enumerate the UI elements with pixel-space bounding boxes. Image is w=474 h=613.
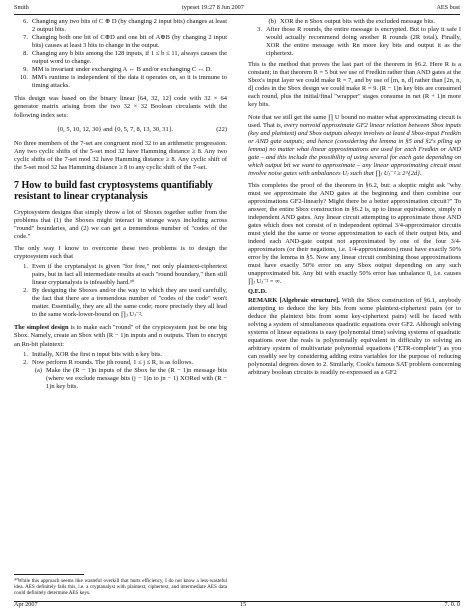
list-item: 7. Changing both one bit of C⊕D and one bit of A⊕B (by changing 2 input bits) causes at least 3 bits to change in the output.: [23, 34, 227, 50]
equation-number: (22): [216, 125, 227, 133]
footer-date: Apr 2007: [14, 601, 38, 608]
header-author: Smith: [14, 4, 29, 11]
paragraph-intro: Cryptosystem designs that simply throw a lot of Sboxes together suffer from the problems that (1) the Sboxes might interact in strange ways including across "round" boundaries, and (2) we can get a tremendous number of "codes of the code.": [14, 208, 227, 240]
list-item: 8. Changing any b bits among the 128 inputs, if 1 ≤ b ≤ 11, always causes the output word to change.: [23, 50, 227, 66]
page-number: 15: [240, 601, 247, 608]
paragraph-proof-completion: This completes the proof of the theorem in §6.2, but: a skeptic might ask "why must we approximate the AND gates at the beginning and then combine our approximations GF2-linearly? Might there be a better approximation circuit?" To answer, the entire Sbox construction in §6.2 is, up to linear equivalence, simply n independent AND gates. Any linear circuit attempting to approximate those AND gates which does not consist of n independent optimal 3/4-approximator circuits must yield the the same or worse approximation to each of their output bits, and indeed each AND-gate output not approximated by one of the four 3/4-approximators (or their negations, i.e. 1/4-approximators) must have exactly 50% error by the lemma in §5. Now any linear circuit combining those approximations must have exactly 50% error on any Sbox output depending on any such unapproximated bit. Any bit with exactly 50% error has unbalance 0, i.e. causes ∏ⱼ Uⱼ⁻² = ∞.: [248, 181, 461, 286]
step-subitem: (a) Make the (R − 1)n inputs of the Sbox be the (R − 1)n message bits (where we exclude message bits (j − 1)n to jn − 1) XORed with (R − 1)n key bits.: [34, 366, 227, 390]
equation-22: [14, 126, 227, 134]
property-list: [14, 18, 227, 90]
running-header: [14, 4, 460, 14]
encryption-steps-continued: [248, 18, 461, 58]
paragraph-note: Note that we still get the same ∏ U bound no matter what approximating circuit is used. That is, every nonvoid approximate GF2 linear relation between Sbox inputs (key and plaintext) and Sbox outputs always involves at least d Sbox-input Fredkin or AND gate outputs; and hence (considering the lemma in §5 and §2's piling up lemma) no matter what linear approximations are used for each Fredkin or AND gate – and this include the possibility of using several for each gate depending on which output bit we want to approximate – any linear approximating circuit must involve noise gates with unbalances Uⱼ such that ∏ⱼ Uⱼ⁻² ≥ 2^{2d}.: [248, 113, 461, 177]
running-footer: [14, 601, 460, 611]
list-item: 9. MM is invariant under exchanging A ↔ B and/or exchanging C ↔ D.: [23, 66, 213, 74]
list-item: 2. By designing the Sboxes and/or the way in which they are used carefully, the fact that there are a tremendous number of "codes of the code" won't matter. Essentially, they are all the same code; more precisely they all lead to the same work-lower-bound on ∏ⱼ Uⱼ⁻².: [23, 287, 227, 319]
simplest-design-lead: The simplest design: [14, 324, 69, 332]
equation-body: {0, 5, 10, 12, 30} and {0, 5, 7, 8, 13, 30, 31}.: [56, 125, 174, 133]
header-title: AES bust: [436, 4, 460, 11]
step-subitem: (b) XOR the n Sbox output bits with the excluded message bits.: [268, 18, 436, 25]
remark-title: REMARK [Algebraic structure].: [248, 296, 340, 304]
footnote-rule: [14, 574, 84, 575]
footnote-30: ³⁰While this approach seems like wasteful overkill that hurts efficiency, I do not know a less-wasteful idea. AES definitely fails this, i.e. a cryptanalyst with plaintext, ciphertext, and intermediate AES data could definitely determine AES keys.: [14, 578, 227, 596]
paragraph-method: This is the method that proves the last part of the theorem in §6.2. Here R is a constant; in that theorem R = 5 but we use of Fredkin rather than AND gates at the Sbox's input layer we could make R = 7, and by use of [m, n, d] rather than [2n, n, d] codes in the Sbox design we could make R = 9. (R − 1)n key bits are consumed each round, plus the initial/final "wrapper" stages consume in net (R + 1)n more key bits.: [248, 61, 461, 109]
list-item: 6. Changing any two bits of C ⊕ D (by changing 2 input bits) changes at least 2 output bits.: [23, 18, 227, 34]
paragraph-remark: REMARK [Algebraic structure]. With the Sbox construction of §6.1, anybody attempting to deduce the key bits from some plaintext-ciphertext pairs (or to deduce the plaintext bits from some key-ciphertext pairs) will be faced with solving a system of simultaneous quadratic equations over GF2. Although solving systems of linear equations is easy (polynomial time) solving systems of quadratic equations over the reals is polynomially equivalent in difficulty to solving an arbitrary system of multivariate polynomial equations ("ETR-complete") as you can readily see by considering adding extra variables for the purpose of reducing polynomial degrees down to 2. Similarly, Cook's famous SAT problem concerning arbitrary boolean circuits is readily re-expressed as a GF2: [248, 296, 461, 376]
encryption-steps: [14, 351, 227, 391]
right-column: [248, 18, 461, 593]
list-item: 10. MM's runtime is independent of the data it operates on, so it is immune to timing attacks.: [19, 74, 227, 90]
footer-version: 7. 0. 0: [444, 601, 460, 608]
list-item: 1. Even if the cryptanalyst is given "for free," not only plaintext-ciphertext pairs, but in fact all intermediate results at each "round boundary," then still linear cryptanalysis is infeasibly hard.³⁰: [23, 263, 227, 287]
left-column: [14, 18, 227, 593]
paragraph-only-way: The only way I know to overcome these two problems is to design the cryptosystem such that: [14, 244, 227, 261]
header-rule: [14, 14, 460, 15]
step-item: 3. After those R rounds, the entire message is encrypted. But to play it safe I would actually recommend doing another R rounds (2R total). Finally, XOR the entire message with Rn more key bits and output it as the ciphertext.: [257, 26, 461, 58]
qed-mark: Q.E.D.: [248, 287, 267, 295]
step-item: 1. Initially, XOR the first n input bits with n key bits.: [23, 350, 163, 358]
section-title: 7 How to build fast cryptosystems quantifiably resistant to linear cryptanalysis: [14, 179, 213, 203]
paragraph-simplest-design: The simplest design is to make each "round" of the cryptosystem just be one big Sbox. Namely, create an Sbox with (R − 1)n inputs and n outputs. Then to encrypt an Rn-bit plaintext:: [14, 324, 227, 348]
design-requirements-list: [14, 263, 227, 319]
header-typeset: typeset 19:27 8 Jun 2007: [182, 4, 244, 11]
paragraph-code-design: This design was based on the binary linear [64, 32, 12] code with 32 × 64 generator matrix arising from the two 32 × 32 Boolean circulants with the following index sets:: [14, 95, 227, 119]
lemma-statement: every nonvoid approximate GF2 linear relation between Sbox inputs (key and plaintext) and Sbox outputs always involves at least d Sbox-input Fredkin or AND gate outputs; and hence (considering the lemma in §5 and §2's piling up lemma) no matter what linear approximations are used for each Fredkin or AND gate – and this include the possibility of using several for each gate depending on which output bit we want to approximate – any linear approximating circuit must involve noise gates with unbalances Uⱼ such that ∏ⱼ Uⱼ⁻² ≥ 2^{2d}.: [248, 121, 461, 177]
step-item: 2. Now perform R rounds. The jth round, 1 ≤ j ≤ R, is as follows.: [23, 358, 194, 366]
paragraph-cosets: No three members of the 7-set are congruent mod 32 to an arithmetic progression. Any two cyclic shifts of the 5-set mod 32 have Hamming distance ≥ 8. Any two cyclic shifts of the 7-set mod 32 have Hamming distance ≥ 8. Any cyclic shift of the 5-set mod 32 has Hamming distance ≥ 8 to any cyclic shift of the 7-set.: [14, 139, 227, 171]
